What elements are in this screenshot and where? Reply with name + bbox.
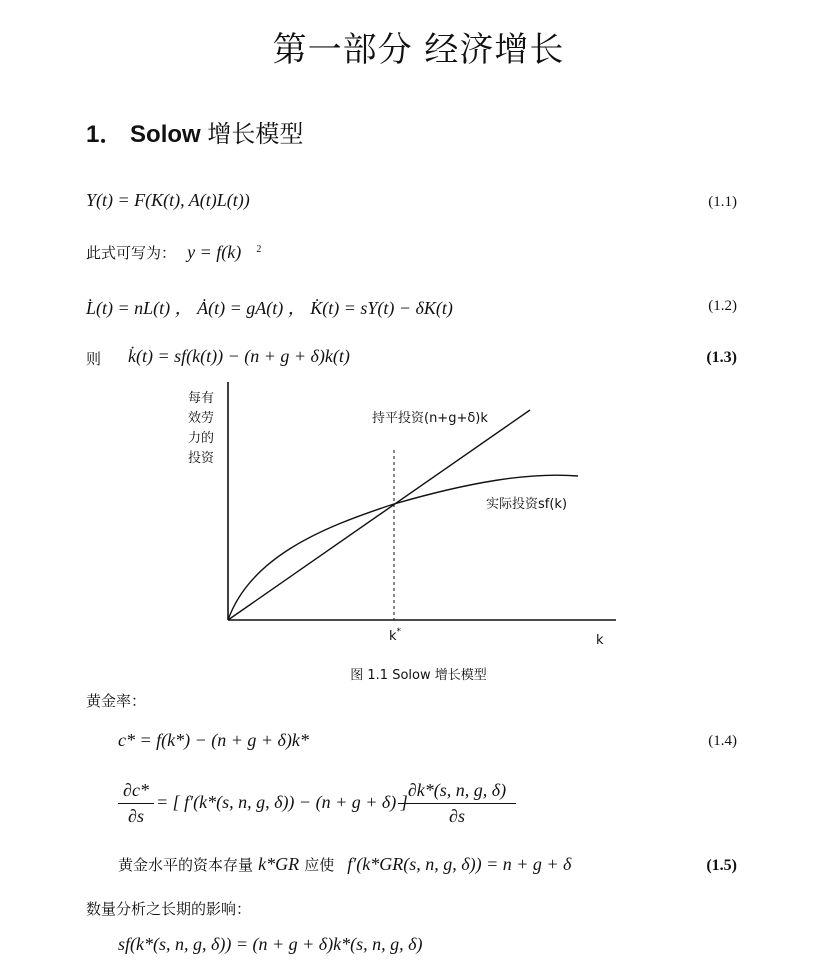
actual-investment-label: 实际投资sf(k) <box>486 497 568 512</box>
break-even-investment-line <box>228 410 530 620</box>
note-line <box>86 242 261 263</box>
x-axis-label: k <box>596 633 604 648</box>
derivative-middle: = [ f′(k*(s, n, g, δ)) − (n + g + δ) ] <box>156 792 408 812</box>
equation-1-3: k̇(t) = sf(k(t)) − (n + g + δ)k(t) <box>128 346 350 366</box>
section-heading <box>86 114 303 149</box>
section-suffix: 增长模型 <box>207 121 304 148</box>
ylabel-line-4: 投资 <box>188 451 215 466</box>
quantitative-analysis-label: 数量分析之长期的影响： <box>86 900 252 918</box>
ylabel-line-3: 力的 <box>188 431 215 446</box>
equation-number-1-2: (1.2) <box>708 298 737 314</box>
derivative-lhs <box>118 780 154 827</box>
equation-1-5-mid: 应使 <box>304 856 335 874</box>
derivative-rhs <box>398 780 516 827</box>
ylabel-line-1: 每有 <box>188 391 215 406</box>
equation-number-1-1: (1.1) <box>708 194 737 210</box>
note-formula: y = f(k) <box>187 242 242 262</box>
page-title: 第一部分 经济增长 <box>272 30 565 70</box>
break-even-label: 持平投资(n+g+δ)k <box>372 411 488 426</box>
kstar-tick-label: k* <box>389 627 402 644</box>
derivative-rhs-denominator: ∂s <box>449 806 465 826</box>
section-name: Solow <box>130 121 201 148</box>
figure-caption: 图 1.1 Solow 增长模型 <box>350 668 487 683</box>
kgr-symbol: k*GR <box>258 854 300 874</box>
derivative-lhs-numerator: ∂c* <box>123 780 149 800</box>
solow-chart <box>180 378 640 668</box>
derivative-rhs-numerator: ∂k*(s, n, g, δ) <box>407 780 507 800</box>
equation-number-1-5: (1.5) <box>706 857 737 874</box>
footnote-marker: 2 <box>256 243 262 255</box>
section-number: 1． <box>86 121 124 148</box>
equation-1-5-line <box>118 854 571 875</box>
note-prefix: 此式可写为： <box>86 244 177 262</box>
equation-1-4: c* = f(k*) − (n + g + δ)k* <box>118 730 309 750</box>
equation-1-2: L̇(t) = nL(t) ， Ȧ(t) = gA(t) ， K̇(t) = sY(t) − δK(t) <box>86 298 453 318</box>
y-axis-label <box>188 391 215 466</box>
equation-1-5: f′(k*GR(s, n, g, δ)) = n + g + δ <box>347 854 572 874</box>
equation-1-1: Y(t) = F(K(t), A(t)L(t)) <box>86 190 250 210</box>
ylabel-line-2: 效劳 <box>188 411 215 426</box>
equation-number-1-3: (1.3) <box>706 349 737 366</box>
golden-rule-label: 黄金率： <box>86 692 147 710</box>
equation-1-5-prefix: 黄金水平的资本存量 <box>118 856 254 874</box>
equation-number-1-4: (1.4) <box>708 733 737 749</box>
equation-prefix: 则 <box>86 350 102 368</box>
derivative-lhs-denominator: ∂s <box>128 806 144 826</box>
equation-steady-state: sf(k*(s, n, g, δ)) = (n + g + δ)k*(s, n, g, δ) <box>118 934 423 954</box>
